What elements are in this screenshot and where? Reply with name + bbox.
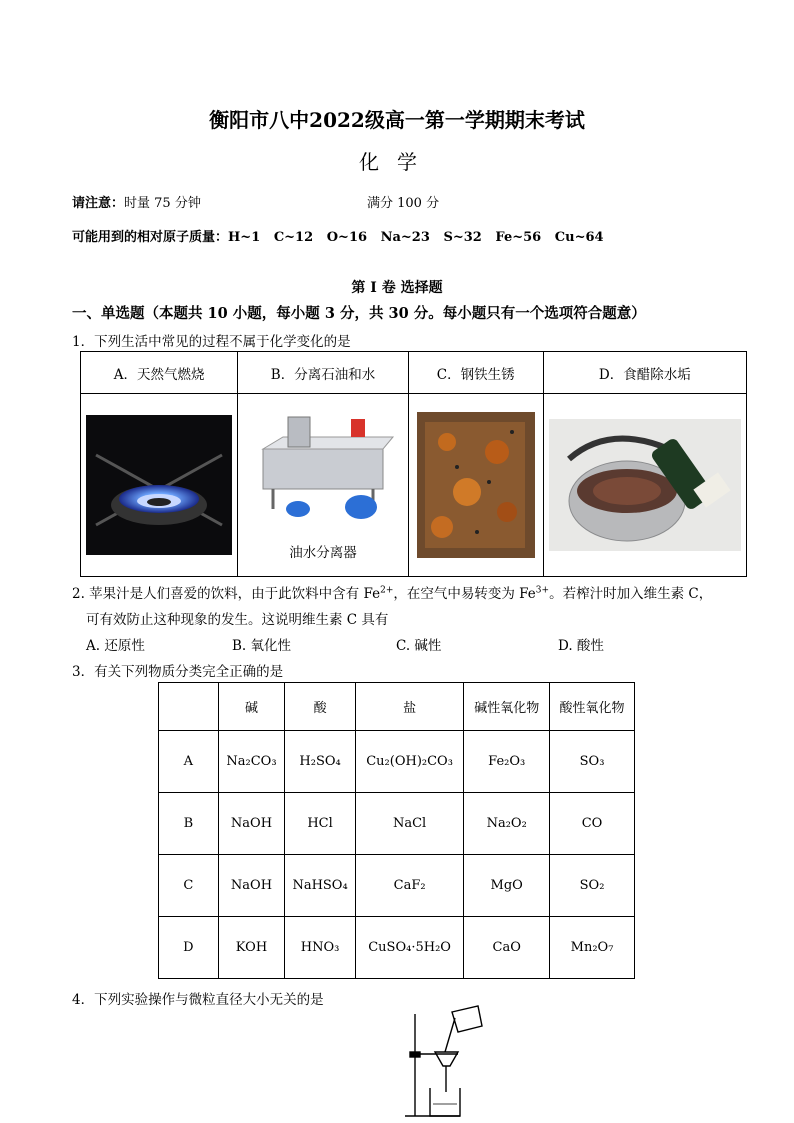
table-cell: CaO <box>464 917 550 979</box>
section-heading: 一、单选题（本题共 10 小题，每小题 3 分，共 30 分。每小题只有一个选项符合题意） <box>72 305 646 322</box>
q1-table <box>80 351 747 577</box>
q2-stem-pre: 2. 苹果汁是人们喜爱的饮料，由于此饮料中含有 Fe <box>72 586 381 602</box>
table-cell: CO <box>550 793 635 855</box>
q3-classification-table <box>158 682 635 979</box>
table-cell: B <box>159 793 219 855</box>
table-cell: CaF₂ <box>355 855 463 917</box>
q1-option-d: D．食醋除水垢 <box>543 352 746 394</box>
q2-stem-mid: ，在空气中易转变为 Fe <box>393 586 536 602</box>
table-cell: H₂SO₄ <box>285 731 356 793</box>
q2-option-a: A. 还原性 <box>86 638 145 654</box>
table-cell: Cu₂(OH)₂CO₃ <box>355 731 463 793</box>
table-cell: NaOH <box>218 793 285 855</box>
table-row <box>159 917 635 979</box>
fe-charge-3: 3+ <box>535 585 550 596</box>
header-cell: 盐 <box>355 683 463 731</box>
q1-option-c: C．钢铁生锈 <box>408 352 543 394</box>
score-text: 满分 100 分 <box>367 196 440 211</box>
notice-label: 请注意： <box>72 196 125 211</box>
header-cell: 碱 <box>218 683 285 731</box>
table-cell: SO₂ <box>550 855 635 917</box>
q1-image-c-cell <box>408 394 543 577</box>
q2-option-d: D. 酸性 <box>558 638 604 654</box>
fe-charge-2: 2+ <box>380 585 394 596</box>
header-cell <box>159 683 219 731</box>
part-title: 第 I 卷 选择题 <box>351 280 443 296</box>
table-cell: NaCl <box>355 793 463 855</box>
table-cell: HCl <box>285 793 356 855</box>
table-cell: Na₂O₂ <box>464 793 550 855</box>
q1-image-b-cell <box>238 394 408 577</box>
table-cell: HNO₃ <box>285 917 356 979</box>
table-header-row <box>159 683 635 731</box>
q1-image-d-cell <box>543 394 746 577</box>
vinegar-descaling-image <box>549 419 741 551</box>
table-cell: CuSO₄·5H₂O <box>355 917 463 979</box>
filtration-apparatus-image <box>400 1004 490 1122</box>
table-cell: KOH <box>218 917 285 979</box>
table-cell: A <box>159 731 219 793</box>
q1-stem: 1．下列生活中常见的过程不属于化学变化的是 <box>72 334 351 350</box>
atomic-label: 可能用到的相对原子质量： <box>72 230 229 245</box>
q1-option-a: A．天然气燃烧 <box>81 352 238 394</box>
table-cell: NaOH <box>218 855 285 917</box>
time-text: 时量 75 分钟 <box>124 196 201 211</box>
table-cell: Na₂CO₃ <box>218 731 285 793</box>
table-cell: D <box>159 917 219 979</box>
table-cell: SO₃ <box>550 731 635 793</box>
q2-stem-post: 。若榨汁时加入维生素 C， <box>549 586 713 602</box>
oil-water-separator-image <box>243 409 403 529</box>
header-cell: 碱性氧化物 <box>464 683 550 731</box>
q4-stem: 4．下列实验操作与微粒直径大小无关的是 <box>72 992 324 1008</box>
q3-stem: 3．有关下列物质分类完全正确的是 <box>72 664 284 680</box>
q2-option-c: C. 碱性 <box>396 638 442 654</box>
q1-image-a-cell <box>81 394 238 577</box>
table-cell: Fe₂O₃ <box>464 731 550 793</box>
q2-option-b: B. 氧化性 <box>232 638 292 654</box>
table-cell: MgO <box>464 855 550 917</box>
table-row <box>159 855 635 917</box>
q1-option-b: B．分离石油和水 <box>238 352 408 394</box>
table-cell: NaHSO₄ <box>285 855 356 917</box>
atomic-values: H~1 C~12 O~16 Na~23 S~32 Fe~56 Cu~64 <box>228 230 604 245</box>
table-row <box>159 731 635 793</box>
q2-stem-line1 <box>72 582 712 602</box>
separator-caption: 油水分离器 <box>289 545 357 561</box>
exam-subject: 化学 <box>359 150 435 174</box>
gas-stove-flame-image <box>86 415 232 555</box>
table-cell: C <box>159 855 219 917</box>
header-cell: 酸 <box>285 683 356 731</box>
header-cell: 酸性氧化物 <box>550 683 635 731</box>
q2-stem-line2: 可有效防止这种现象的发生。这说明维生素 C 具有 <box>86 612 389 628</box>
atomic-mass-line <box>72 226 604 245</box>
table-row <box>159 793 635 855</box>
rusted-steel-image <box>417 412 535 558</box>
notice-line <box>72 192 201 211</box>
table-cell: Mn₂O₇ <box>550 917 635 979</box>
exam-title: 衡阳市八中2022级高一第一学期期末考试 <box>209 108 585 132</box>
